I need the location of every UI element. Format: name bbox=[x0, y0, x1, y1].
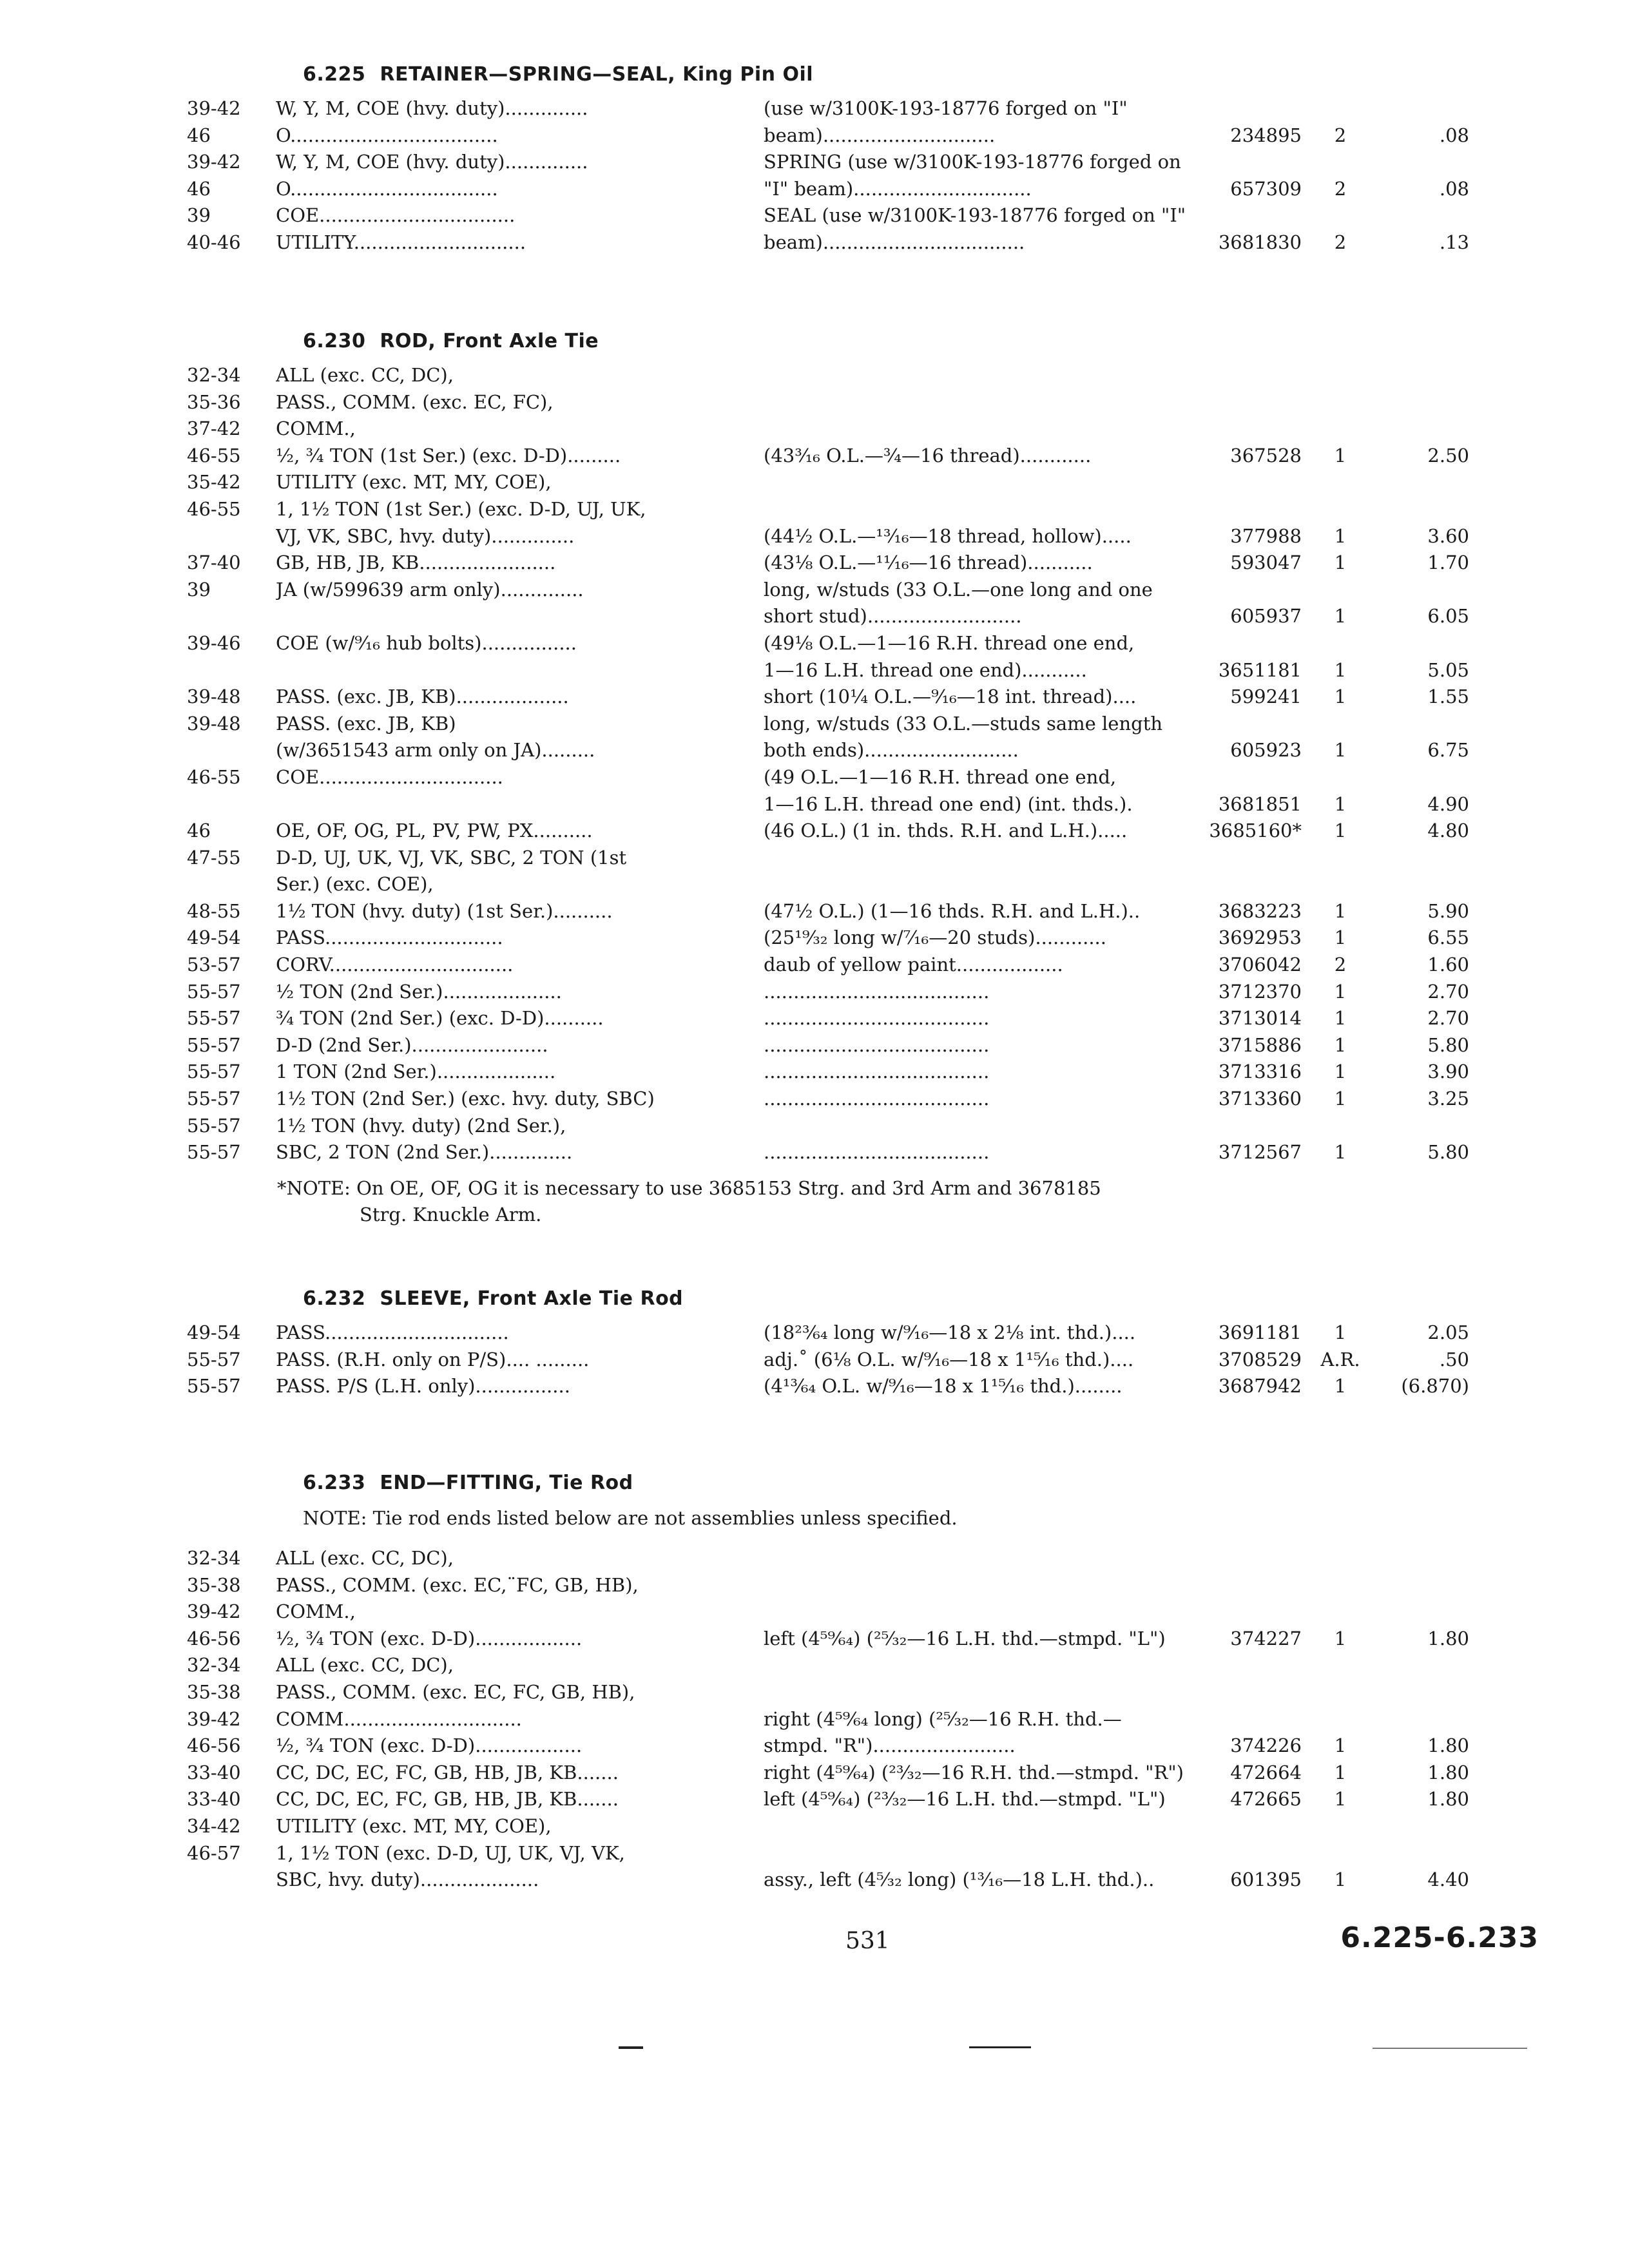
years-cell: 32-34 bbox=[187, 364, 241, 386]
table-row bbox=[187, 764, 1469, 791]
table-row bbox=[187, 443, 1469, 470]
years-cell: 48-55 bbox=[187, 899, 241, 922]
applies-cell: PASS., COMM. (exc. EC,¨FC, GB, HB), bbox=[276, 1573, 639, 1596]
applies-cell: ½, ¾ TON (exc. D-D).................. bbox=[276, 1735, 583, 1757]
applies-cell: COMM., bbox=[276, 1600, 356, 1623]
years-cell: 46-55 bbox=[187, 765, 241, 788]
years-cell: 39-42 bbox=[187, 97, 241, 119]
quantity-cell: 1 bbox=[1334, 927, 1347, 949]
quantity-cell: 1 bbox=[1334, 1033, 1347, 1056]
table-row bbox=[187, 1652, 1469, 1679]
section-title: SLEEVE, Front Axle Tie Rod bbox=[380, 1287, 684, 1310]
part-number-cell: 472665 bbox=[1230, 1788, 1302, 1811]
years-cell: 49-54 bbox=[187, 927, 241, 949]
price-cell: 6.05 bbox=[1427, 605, 1469, 628]
part-number-cell: 601395 bbox=[1230, 1869, 1302, 1891]
years-cell: 35-38 bbox=[187, 1680, 241, 1703]
description-cell: ...................................... bbox=[764, 1141, 990, 1164]
table-row bbox=[187, 1760, 1469, 1787]
quantity-cell: 1 bbox=[1334, 1141, 1347, 1164]
years-cell: 55-57 bbox=[187, 1114, 241, 1137]
quantity-cell: 1 bbox=[1334, 1321, 1347, 1343]
applies-cell: 1, 1½ TON (1st Ser.) (exc. D-D, UJ, UK, bbox=[276, 497, 646, 520]
table-row bbox=[187, 1320, 1469, 1347]
section-heading bbox=[187, 1278, 1469, 1320]
scan-artifact bbox=[619, 2046, 643, 2049]
years-cell: 35-38 bbox=[187, 1573, 241, 1596]
part-number-cell: 3708529 bbox=[1218, 1348, 1302, 1370]
table-row bbox=[187, 603, 1469, 630]
description-cell: (49 O.L.—1—16 R.H. thread one end, bbox=[764, 765, 1117, 788]
part-number-cell: 605923 bbox=[1230, 739, 1302, 762]
years-cell: 55-57 bbox=[187, 980, 241, 1003]
price-cell: 6.55 bbox=[1427, 927, 1469, 949]
price-cell: 4.90 bbox=[1427, 793, 1469, 815]
price-cell: (6.870) bbox=[1401, 1375, 1469, 1398]
applies-cell: Ser.) (exc. COE), bbox=[276, 873, 434, 896]
part-number-cell: 3706042 bbox=[1218, 954, 1302, 976]
years-cell: 46 bbox=[187, 177, 211, 200]
table-row bbox=[187, 979, 1469, 1006]
price-cell: 4.40 bbox=[1427, 1869, 1469, 1891]
part-number-cell: 3651181 bbox=[1218, 658, 1302, 681]
description-cell: (43⅛ O.L.—¹¹⁄₁₆—16 thread)........... bbox=[764, 552, 1093, 574]
table-row bbox=[187, 176, 1469, 203]
applies-cell: ALL (exc. CC, DC), bbox=[276, 1547, 454, 1569]
applies-cell: O................................... bbox=[276, 124, 498, 146]
part-number-cell: 367528 bbox=[1230, 444, 1302, 466]
years-cell: 46-55 bbox=[187, 497, 241, 520]
description-cell: (18²³⁄₆₄ long w/⁹⁄₁₆—18 x 2⅛ int. thd.).... bbox=[764, 1321, 1136, 1343]
applies-cell: ¾ TON (2nd Ser.) (exc. D-D).......... bbox=[276, 1007, 604, 1030]
applies-cell: PASS., COMM. (exc. EC, FC), bbox=[276, 390, 554, 413]
applies-cell: ½ TON (2nd Ser.).................... bbox=[276, 980, 562, 1003]
part-number-cell: 3692953 bbox=[1218, 927, 1302, 949]
table-row bbox=[187, 1139, 1469, 1166]
table-row bbox=[187, 1545, 1469, 1572]
part-number-cell: 3683223 bbox=[1218, 899, 1302, 922]
applies-cell: UTILITY............................. bbox=[276, 231, 526, 253]
applies-cell: 1, 1½ TON (exc. D-D, UJ, UK, VJ, VK, bbox=[276, 1841, 625, 1864]
quantity-cell: 1 bbox=[1334, 1627, 1347, 1649]
quantity-cell: 1 bbox=[1334, 1761, 1347, 1783]
applies-cell: COE............................... bbox=[276, 765, 503, 788]
description-cell: ...................................... bbox=[764, 1088, 990, 1110]
part-number-cell: 374226 bbox=[1230, 1735, 1302, 1757]
description-cell: 1—16 L.H. thread one end) (int. thds.). bbox=[764, 793, 1133, 815]
years-cell: 39-48 bbox=[187, 712, 241, 735]
table-row bbox=[187, 577, 1469, 604]
years-cell: 46-56 bbox=[187, 1627, 241, 1649]
price-cell: 1.80 bbox=[1427, 1627, 1469, 1649]
description-cell: assy., left (4⁵⁄₃₂ long) (¹³⁄₁₆—18 L.H. thd.).. bbox=[764, 1869, 1155, 1891]
part-number-cell: 605937 bbox=[1230, 605, 1302, 628]
description-cell: short (10¼ O.L.—⁹⁄₁₆—18 int. thread).... bbox=[764, 686, 1137, 708]
table-row bbox=[187, 737, 1469, 764]
applies-cell: COE (w/⁹⁄₁₆ hub bolts)................ bbox=[276, 631, 577, 654]
section-range: 6.225-6.233 bbox=[1340, 1921, 1539, 1954]
section-number: 6.225 bbox=[303, 63, 366, 86]
table-row bbox=[187, 229, 1469, 256]
section-heading bbox=[187, 1463, 1469, 1504]
part-number-cell: 3681851 bbox=[1218, 793, 1302, 815]
description-cell: (49⅛ O.L.—1—16 R.H. thread one end, bbox=[764, 631, 1135, 654]
years-cell: 46-57 bbox=[187, 1841, 241, 1864]
applies-cell: ALL (exc. CC, DC), bbox=[276, 364, 454, 386]
table-row bbox=[187, 952, 1469, 979]
table-row bbox=[187, 1867, 1469, 1894]
table-row bbox=[187, 630, 1469, 657]
table-row bbox=[187, 550, 1469, 577]
part-number-cell: 3712370 bbox=[1218, 980, 1302, 1003]
table-row bbox=[187, 1373, 1469, 1400]
table-row bbox=[187, 523, 1469, 550]
part-number-cell: 3691181 bbox=[1218, 1321, 1302, 1343]
quantity-cell: 1 bbox=[1334, 658, 1347, 681]
quantity-cell: 1 bbox=[1334, 980, 1347, 1003]
description-cell: ...................................... bbox=[764, 1061, 990, 1083]
table-row bbox=[187, 1626, 1469, 1653]
section-title: ROD, Front Axle Tie bbox=[380, 330, 599, 352]
description-cell: 1—16 L.H. thread one end)........... bbox=[764, 658, 1087, 681]
price-cell: 1.60 bbox=[1427, 954, 1469, 976]
applies-cell: SBC, hvy. duty).................... bbox=[276, 1869, 539, 1891]
description-cell: (4¹³⁄₆₄ O.L. w/⁹⁄₁₆—18 x 1¹⁵⁄₁₆ thd.)........ bbox=[764, 1375, 1123, 1398]
part-number-cell: 3687942 bbox=[1218, 1375, 1302, 1398]
part-number-cell: 3685160* bbox=[1209, 820, 1302, 842]
quantity-cell: 1 bbox=[1334, 686, 1347, 708]
part-number-cell: 593047 bbox=[1230, 552, 1302, 574]
applies-cell: PASS. (exc. JB, KB)................... bbox=[276, 686, 569, 708]
price-cell: 2.05 bbox=[1427, 1321, 1469, 1343]
quantity-cell: 2 bbox=[1334, 954, 1347, 976]
table-row bbox=[187, 1113, 1469, 1140]
part-number-cell: 599241 bbox=[1230, 686, 1302, 708]
applies-cell: OE, OF, OG, PL, PV, PW, PX.......... bbox=[276, 820, 593, 842]
table-row bbox=[187, 149, 1469, 176]
applies-cell: UTILITY (exc. MT, MY, COE), bbox=[276, 471, 552, 494]
section-title: RETAINER—SPRING—SEAL, King Pin Oil bbox=[380, 63, 814, 86]
table-row bbox=[187, 1733, 1469, 1760]
scan-artifact bbox=[969, 2046, 1031, 2048]
description-cell: left (4⁵⁹⁄₆₄) (²³⁄₃₂—16 L.H. thd.—stmpd. "L") bbox=[764, 1788, 1166, 1811]
years-cell: 55-57 bbox=[187, 1088, 241, 1110]
years-cell: 39-42 bbox=[187, 1600, 241, 1623]
table-row bbox=[187, 95, 1469, 122]
quantity-cell: 1 bbox=[1334, 820, 1347, 842]
years-cell: 40-46 bbox=[187, 231, 241, 253]
section-note: NOTE: Tie rod ends listed below are not assemblies unless specified. bbox=[303, 1507, 958, 1529]
applies-cell: COMM.............................. bbox=[276, 1707, 522, 1730]
years-cell: 46 bbox=[187, 124, 211, 146]
description-cell: ...................................... bbox=[764, 1007, 990, 1030]
part-number-cell: 3713014 bbox=[1218, 1007, 1302, 1030]
description-cell: long, w/studs (33 O.L.—one long and one bbox=[764, 578, 1153, 601]
applies-cell: CC, DC, EC, FC, GB, HB, JB, KB....... bbox=[276, 1761, 619, 1783]
years-cell: 39-42 bbox=[187, 1707, 241, 1730]
price-cell: 2.70 bbox=[1427, 1007, 1469, 1030]
applies-cell: PASS. (R.H. only on P/S).... ......... bbox=[276, 1348, 590, 1370]
years-cell: 53-57 bbox=[187, 954, 241, 976]
table-row bbox=[187, 657, 1469, 684]
table-row bbox=[187, 416, 1469, 443]
applies-cell: 1 TON (2nd Ser.).................... bbox=[276, 1061, 556, 1083]
applies-cell: PASS............................... bbox=[276, 1321, 509, 1343]
price-cell: 1.80 bbox=[1427, 1788, 1469, 1811]
years-cell: 33-40 bbox=[187, 1788, 241, 1811]
description-cell: right (4⁵⁹⁄₆₄) (²³⁄₃₂—16 R.H. thd.—stmpd. "R") bbox=[764, 1761, 1184, 1783]
quantity-cell: 1 bbox=[1334, 524, 1347, 547]
table-row bbox=[187, 469, 1469, 496]
applies-cell: 1½ TON (hvy. duty) (1st Ser.).......... bbox=[276, 899, 613, 922]
years-cell: 39 bbox=[187, 204, 211, 227]
part-number-cell: 3713360 bbox=[1218, 1088, 1302, 1110]
part-number-cell: 3713316 bbox=[1218, 1061, 1302, 1083]
price-cell: 5.80 bbox=[1427, 1141, 1469, 1164]
table-row bbox=[187, 1813, 1469, 1840]
years-cell: 55-57 bbox=[187, 1007, 241, 1030]
years-cell: 47-55 bbox=[187, 846, 241, 869]
price-cell: 3.90 bbox=[1427, 1061, 1469, 1083]
description-cell: (46 O.L.) (1 in. thds. R.H. and L.H.)..... bbox=[764, 820, 1128, 842]
years-cell: 32-34 bbox=[187, 1547, 241, 1569]
applies-cell: ALL (exc. CC, DC), bbox=[276, 1654, 454, 1677]
price-cell: 2.70 bbox=[1427, 980, 1469, 1003]
table-row bbox=[187, 1599, 1469, 1626]
quantity-cell: 1 bbox=[1334, 1869, 1347, 1891]
years-cell: 39 bbox=[187, 578, 211, 601]
price-cell: 1.80 bbox=[1427, 1735, 1469, 1757]
scan-artifact bbox=[1373, 2048, 1527, 2049]
footnote-line: Strg. Knuckle Arm. bbox=[360, 1204, 542, 1226]
part-number-cell: 3715886 bbox=[1218, 1033, 1302, 1056]
quantity-cell: 1 bbox=[1334, 793, 1347, 815]
description-cell: (use w/3100K-193-18776 forged on "I" bbox=[764, 97, 1128, 119]
description-cell: (47½ O.L.) (1—16 thds. R.H. and L.H.).. bbox=[764, 899, 1141, 922]
quantity-cell: 2 bbox=[1334, 124, 1347, 146]
section-6-232 bbox=[187, 1278, 1469, 1400]
table-row bbox=[187, 389, 1469, 416]
table-row bbox=[187, 1032, 1469, 1059]
table-row bbox=[187, 1347, 1469, 1374]
quantity-cell: 1 bbox=[1334, 739, 1347, 762]
applies-cell: CC, DC, EC, FC, GB, HB, JB, KB....... bbox=[276, 1788, 619, 1811]
price-cell: .08 bbox=[1439, 177, 1469, 200]
table-row bbox=[187, 925, 1469, 952]
table-row bbox=[187, 1086, 1469, 1113]
applies-cell: SBC, 2 TON (2nd Ser.).............. bbox=[276, 1141, 573, 1164]
quantity-cell: 1 bbox=[1334, 1061, 1347, 1083]
description-cell: stmpd. "R")........................ bbox=[764, 1735, 1016, 1757]
section-heading bbox=[187, 321, 1469, 362]
part-number-cell: 472664 bbox=[1230, 1761, 1302, 1783]
price-cell: .50 bbox=[1439, 1348, 1469, 1370]
table-row bbox=[187, 818, 1469, 845]
applies-cell: W, Y, M, COE (hvy. duty).............. bbox=[276, 151, 588, 173]
footnote-line: *NOTE: On OE, OF, OG it is necessary to use 3685153 Strg. and 3rd Arm and 3678185 bbox=[277, 1177, 1101, 1199]
section-number: 6.230 bbox=[303, 330, 366, 352]
description-cell: adj.˚ (6⅛ O.L. w/⁹⁄₁₆—18 x 1¹⁵⁄₁₆ thd.).... bbox=[764, 1348, 1134, 1370]
price-cell: .08 bbox=[1439, 124, 1469, 146]
quantity-cell: 2 bbox=[1334, 231, 1347, 253]
applies-cell: O................................... bbox=[276, 177, 498, 200]
price-cell: 3.60 bbox=[1427, 524, 1469, 547]
applies-cell: D-D (2nd Ser.)....................... bbox=[276, 1033, 548, 1056]
applies-cell: UTILITY (exc. MT, MY, COE), bbox=[276, 1814, 552, 1837]
price-cell: 1.80 bbox=[1427, 1761, 1469, 1783]
part-number-cell: 657309 bbox=[1230, 177, 1302, 200]
description-cell: left (4⁵⁹⁄₆₄) (²⁵⁄₃₂—16 L.H. thd.—stmpd. "L") bbox=[764, 1627, 1166, 1649]
description-cell: long, w/studs (33 O.L.—studs same length bbox=[764, 712, 1163, 735]
table-row bbox=[187, 1572, 1469, 1599]
table-row bbox=[187, 791, 1469, 818]
section-title: END—FITTING, Tie Rod bbox=[380, 1472, 633, 1494]
table-row bbox=[187, 1840, 1469, 1867]
part-number-cell: 377988 bbox=[1230, 524, 1302, 547]
applies-cell: VJ, VK, SBC, hvy. duty).............. bbox=[276, 524, 575, 547]
table-row bbox=[187, 871, 1469, 898]
quantity-cell: 1 bbox=[1334, 552, 1347, 574]
quantity-cell: 1 bbox=[1334, 899, 1347, 922]
quantity-cell: 1 bbox=[1334, 1007, 1347, 1030]
applies-cell: JA (w/599639 arm only).............. bbox=[276, 578, 584, 601]
description-cell: SEAL (use w/3100K-193-18776 forged on "I" bbox=[764, 204, 1186, 227]
quantity-cell: 1 bbox=[1334, 444, 1347, 466]
price-cell: 5.05 bbox=[1427, 658, 1469, 681]
years-cell: 55-57 bbox=[187, 1061, 241, 1083]
price-cell: .13 bbox=[1439, 231, 1469, 253]
price-cell: 2.50 bbox=[1427, 444, 1469, 466]
table-row bbox=[187, 684, 1469, 711]
section-number: 6.233 bbox=[303, 1472, 366, 1494]
section-6-233 bbox=[187, 1463, 1469, 1894]
description-cell: right (4⁵⁹⁄₆₄ long) (²⁵⁄₃₂—16 R.H. thd.— bbox=[764, 1707, 1122, 1730]
part-number-cell: 234895 bbox=[1230, 124, 1302, 146]
years-cell: 35-42 bbox=[187, 471, 241, 494]
applies-cell: ½, ¾ TON (1st Ser.) (exc. D-D)......... bbox=[276, 444, 621, 466]
applies-cell: ½, ¾ TON (exc. D-D).................. bbox=[276, 1627, 583, 1649]
years-cell: 46-55 bbox=[187, 444, 241, 466]
applies-cell: COMM., bbox=[276, 418, 356, 440]
description-cell: ...................................... bbox=[764, 980, 990, 1003]
years-cell: 37-42 bbox=[187, 418, 241, 440]
price-cell: 1.55 bbox=[1427, 686, 1469, 708]
description-cell: (25¹⁹⁄₃₂ long w/⁷⁄₁₆—20 studs)............ bbox=[764, 927, 1106, 949]
applies-cell: D-D, UJ, UK, VJ, VK, SBC, 2 TON (1st bbox=[276, 846, 627, 869]
description-cell: both ends).......................... bbox=[764, 739, 1019, 762]
applies-cell: 1½ TON (hvy. duty) (2nd Ser.), bbox=[276, 1114, 566, 1137]
price-cell: 5.80 bbox=[1427, 1033, 1469, 1056]
years-cell: 55-57 bbox=[187, 1033, 241, 1056]
applies-cell: PASS. (exc. JB, KB) bbox=[276, 712, 456, 735]
years-cell: 32-34 bbox=[187, 1654, 241, 1677]
description-cell: (43³⁄₁₆ O.L.—¾—16 thread)............ bbox=[764, 444, 1092, 466]
table-row bbox=[187, 845, 1469, 872]
table-row bbox=[187, 1679, 1469, 1706]
years-cell: 46-56 bbox=[187, 1735, 241, 1757]
table-row bbox=[187, 362, 1469, 389]
applies-cell: W, Y, M, COE (hvy. duty).............. bbox=[276, 97, 588, 119]
table-row bbox=[187, 1005, 1469, 1032]
years-cell: 33-40 bbox=[187, 1761, 241, 1783]
part-number-cell: 3681830 bbox=[1218, 231, 1302, 253]
section-6-230 bbox=[187, 321, 1469, 1229]
years-cell: 35-36 bbox=[187, 390, 241, 413]
price-cell: 5.90 bbox=[1427, 899, 1469, 922]
description-cell: "I" beam).............................. bbox=[764, 177, 1032, 200]
price-cell: 4.80 bbox=[1427, 820, 1469, 842]
table-row bbox=[187, 496, 1469, 523]
description-cell: beam).................................. bbox=[764, 231, 1025, 253]
applies-cell: PASS.............................. bbox=[276, 927, 503, 949]
years-cell: 55-57 bbox=[187, 1375, 241, 1398]
description-cell: daub of yellow paint.................. bbox=[764, 954, 1063, 976]
years-cell: 55-57 bbox=[187, 1348, 241, 1370]
years-cell: 34-42 bbox=[187, 1814, 241, 1837]
footnote bbox=[187, 1175, 1469, 1229]
years-cell: 39-48 bbox=[187, 686, 241, 708]
page-number: 531 bbox=[845, 1928, 890, 1954]
years-cell: 39-46 bbox=[187, 631, 241, 654]
table-row bbox=[187, 122, 1469, 149]
years-cell: 39-42 bbox=[187, 151, 241, 173]
years-cell: 55-57 bbox=[187, 1141, 241, 1164]
section-6-225 bbox=[187, 54, 1469, 256]
table-row bbox=[187, 898, 1469, 925]
description-cell: beam)............................. bbox=[764, 124, 996, 146]
applies-cell: COE................................. bbox=[276, 204, 516, 227]
description-cell: SPRING (use w/3100K-193-18776 forged on bbox=[764, 151, 1181, 173]
description-cell: ...................................... bbox=[764, 1033, 990, 1056]
table-row bbox=[187, 711, 1469, 738]
table-row bbox=[187, 202, 1469, 229]
quantity-cell: 1 bbox=[1334, 1735, 1347, 1757]
applies-cell: PASS. P/S (L.H. only)................ bbox=[276, 1375, 570, 1398]
quantity-cell: 1 bbox=[1334, 1088, 1347, 1110]
description-cell: (44½ O.L.—¹³⁄₁₆—18 thread, hollow)..... bbox=[764, 524, 1132, 547]
table-row bbox=[187, 1706, 1469, 1733]
applies-cell: CORV............................... bbox=[276, 954, 514, 976]
quantity-cell: A.R. bbox=[1320, 1348, 1360, 1370]
section-heading bbox=[187, 54, 1469, 95]
table-row bbox=[187, 1059, 1469, 1086]
years-cell: 37-40 bbox=[187, 552, 241, 574]
price-cell: 6.75 bbox=[1427, 739, 1469, 762]
years-cell: 46 bbox=[187, 820, 211, 842]
quantity-cell: 2 bbox=[1334, 177, 1347, 200]
description-cell: short stud).......................... bbox=[764, 605, 1022, 628]
quantity-cell: 1 bbox=[1334, 1788, 1347, 1811]
quantity-cell: 1 bbox=[1334, 1375, 1347, 1398]
applies-cell: PASS., COMM. (exc. EC, FC, GB, HB), bbox=[276, 1680, 635, 1703]
section-number: 6.232 bbox=[303, 1287, 366, 1310]
applies-cell: 1½ TON (2nd Ser.) (exc. hvy. duty, SBC) bbox=[276, 1088, 655, 1110]
price-cell: 3.25 bbox=[1427, 1088, 1469, 1110]
table-row bbox=[187, 1786, 1469, 1813]
quantity-cell: 1 bbox=[1334, 605, 1347, 628]
price-cell: 1.70 bbox=[1427, 552, 1469, 574]
part-number-cell: 3712567 bbox=[1218, 1141, 1302, 1164]
applies-cell: (w/3651543 arm only on JA)......... bbox=[276, 739, 595, 762]
years-cell: 49-54 bbox=[187, 1321, 241, 1343]
part-number-cell: 374227 bbox=[1230, 1627, 1302, 1649]
applies-cell: GB, HB, JB, KB....................... bbox=[276, 552, 556, 574]
